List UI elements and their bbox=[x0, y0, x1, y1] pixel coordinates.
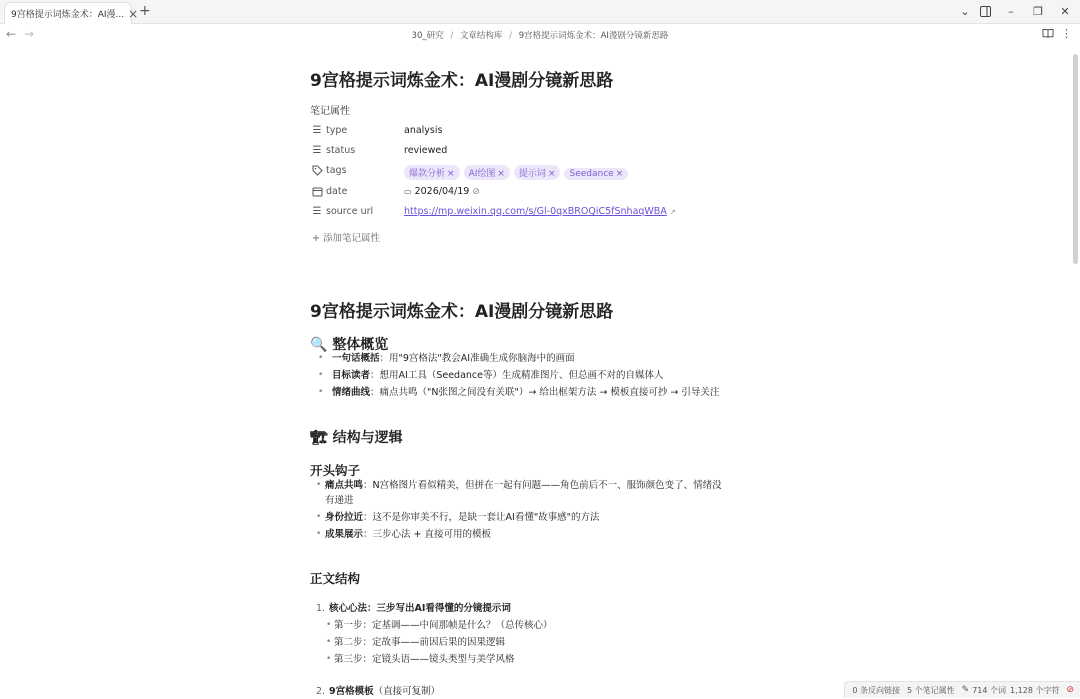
tag-pill[interactable] bbox=[514, 165, 561, 180]
tag-pill[interactable] bbox=[404, 165, 460, 180]
item-label: 成果展示 bbox=[325, 529, 364, 540]
sidebar-toggle-icon[interactable] bbox=[972, 0, 998, 22]
item-label: 一句话概括 bbox=[332, 353, 380, 364]
add-property-label: 添加笔记属性 bbox=[323, 233, 381, 244]
item-text: 第一步：定基调——中间那帧是什么？（总传核心） bbox=[334, 620, 553, 631]
tag-label: 爆款分析 bbox=[409, 169, 446, 179]
bullet-icon: • bbox=[316, 480, 322, 490]
property-value[interactable] bbox=[404, 186, 480, 197]
close-icon[interactable]: × bbox=[128, 6, 139, 21]
chevron-down-icon[interactable]: ⌄ bbox=[960, 4, 970, 18]
item-text: ：用"9宫格法"教会AI准确生成你脑海中的画面 bbox=[379, 353, 575, 364]
heading-structure[interactable] bbox=[310, 427, 403, 447]
item-text: ：这不是你审美不行，是缺一套让AI看懂"故事感"的方法 bbox=[363, 512, 600, 523]
text-lines-icon: ☰ bbox=[312, 145, 322, 156]
plus-icon: + bbox=[312, 233, 320, 244]
title-bar bbox=[0, 0, 1080, 24]
bullet-icon: • bbox=[318, 353, 324, 363]
property-date[interactable] bbox=[310, 185, 770, 201]
tab-label: 9宫格提示词炼金术：AI漫... bbox=[11, 10, 125, 20]
tag-label: 提示词 bbox=[518, 169, 546, 179]
bullet-icon: • bbox=[326, 620, 332, 630]
new-tab-icon[interactable]: + bbox=[139, 3, 151, 19]
property-key: type bbox=[326, 125, 348, 136]
list-item[interactable] bbox=[326, 652, 764, 667]
list-number: 1. bbox=[316, 603, 326, 614]
list-item[interactable] bbox=[318, 368, 772, 383]
tag-remove-icon[interactable]: × bbox=[447, 169, 455, 179]
property-value[interactable]: reviewed bbox=[404, 145, 448, 156]
bullet-icon: • bbox=[326, 654, 332, 664]
item-label: 核心心法：三步写出AI看得懂的分镜提示词 bbox=[329, 603, 511, 614]
breadcrumb-item-library[interactable]: 文章结构库 bbox=[459, 31, 503, 41]
list-item[interactable] bbox=[318, 385, 772, 400]
note-title[interactable]: 9宫格提示词炼金术：AI漫剧分镜新思路 bbox=[310, 71, 614, 91]
tag-label: AI绘图 bbox=[468, 169, 496, 179]
tab-active[interactable] bbox=[4, 2, 139, 24]
word-count: 714 个词 bbox=[972, 685, 1006, 695]
bullet-icon: • bbox=[316, 512, 322, 522]
heading-body[interactable]: 正文结构 bbox=[310, 571, 361, 586]
item-label: 目标读者 bbox=[332, 370, 371, 381]
item-text: ：痛点共鸣（"N张图之间没有关联"）→ 给出框架方法 → 模板直接可抄 → 引导关注 bbox=[370, 387, 720, 398]
heading-hook[interactable]: 开头钩子 bbox=[310, 463, 361, 478]
property-key: source url bbox=[326, 206, 374, 217]
tag-remove-icon[interactable]: × bbox=[547, 169, 556, 179]
bullet-icon: • bbox=[326, 637, 332, 647]
property-source-url[interactable] bbox=[310, 205, 770, 221]
property-value[interactable] bbox=[404, 206, 676, 217]
list-item[interactable] bbox=[326, 635, 764, 650]
property-key: tags bbox=[326, 165, 347, 176]
property-type[interactable] bbox=[310, 124, 770, 140]
tag-label: Seedance bbox=[569, 169, 614, 179]
property-tags[interactable] bbox=[310, 164, 770, 180]
sync-status-icon[interactable]: ⊘ bbox=[1066, 685, 1074, 695]
char-count: 1,128 个字符 bbox=[1010, 685, 1060, 695]
tag-pill[interactable] bbox=[564, 168, 628, 180]
breadcrumb-separator: / bbox=[450, 31, 454, 41]
tag-icon bbox=[311, 165, 323, 177]
bullet-icon: • bbox=[316, 529, 322, 539]
list-item[interactable] bbox=[318, 351, 772, 366]
scrollbar-thumb[interactable] bbox=[1073, 54, 1078, 264]
backlinks-count[interactable]: 0 条反向链接 bbox=[852, 685, 900, 695]
tag-remove-icon[interactable]: × bbox=[615, 169, 624, 179]
item-text-continued: 有递进 bbox=[325, 495, 354, 506]
list-item[interactable] bbox=[316, 527, 770, 542]
property-value[interactable]: analysis bbox=[404, 125, 443, 136]
magnifier-emoji-icon: 🔍 bbox=[310, 337, 328, 353]
tag-pill[interactable] bbox=[464, 165, 510, 180]
ordered-item[interactable] bbox=[316, 684, 769, 699]
item-text: 第二步：定故事——前因后果的因果逻辑 bbox=[334, 637, 506, 648]
restore-icon[interactable]: ❐ bbox=[1033, 4, 1043, 18]
item-text: ：三步心法 + 直接可用的模板 bbox=[363, 529, 492, 540]
item-label: 痛点共鸣 bbox=[325, 480, 364, 491]
tag-remove-icon[interactable]: × bbox=[497, 169, 505, 179]
nav-bar bbox=[0, 24, 1080, 46]
edit-mode-icon[interactable]: ✎ bbox=[961, 685, 970, 695]
construction-emoji-icon: 🏗 bbox=[310, 430, 328, 446]
item-text: 第三步：定镜头语——镜头类型与美学风格 bbox=[334, 654, 515, 665]
calendar-icon bbox=[311, 186, 323, 198]
date-value: 2026/04/19 bbox=[414, 186, 470, 197]
text-lines-icon: ☰ bbox=[312, 125, 322, 136]
heading-text: 结构与逻辑 bbox=[332, 430, 403, 446]
item-label: 9宫格模板 bbox=[329, 686, 374, 697]
bullet-icon: • bbox=[318, 387, 324, 397]
properties-count[interactable]: 5 个笔记属性 bbox=[907, 685, 955, 695]
bullet-icon: • bbox=[318, 370, 324, 380]
breadcrumb bbox=[0, 29, 1080, 41]
forward-arrow-icon[interactable]: → bbox=[24, 27, 35, 41]
item-text: ：想用AI工具（Seedance等）生成精准图片、但总画不对的自媒体人 bbox=[370, 370, 664, 381]
breadcrumb-separator: / bbox=[509, 31, 512, 41]
add-property-button[interactable] bbox=[312, 230, 380, 244]
minimize-icon[interactable]: – bbox=[1008, 4, 1014, 18]
heading-text: 整体概览 bbox=[332, 337, 389, 353]
list-number: 2. bbox=[316, 686, 326, 697]
item-text: （直接可复制） bbox=[373, 686, 441, 697]
calendar-icon: ▭ bbox=[404, 187, 412, 196]
property-key: date bbox=[326, 186, 348, 197]
heading-1[interactable]: 9宫格提示词炼金术：AI漫剧分镜新思路 bbox=[310, 302, 614, 322]
item-label: 情绪曲线 bbox=[332, 387, 371, 398]
breadcrumb-item-research[interactable]: 30_研究 bbox=[411, 31, 444, 41]
list-item[interactable] bbox=[326, 618, 764, 633]
list-item[interactable] bbox=[316, 478, 770, 508]
external-link-icon: ↗ bbox=[669, 208, 676, 216]
status-bar bbox=[844, 681, 1080, 698]
property-status[interactable] bbox=[310, 144, 770, 160]
tag-list bbox=[404, 165, 632, 180]
text-lines-icon: ☰ bbox=[312, 206, 322, 217]
property-key: status bbox=[326, 145, 356, 156]
item-label: 身份拉近 bbox=[325, 512, 364, 523]
properties-heading[interactable]: 笔记属性 bbox=[310, 106, 350, 117]
source-url-link[interactable]: https://mp.weixin.qq.com/s/Gl-0qxBROQiC5fSnhaqWBA bbox=[404, 206, 667, 217]
list-item[interactable] bbox=[316, 510, 770, 525]
ordered-item[interactable] bbox=[316, 601, 769, 616]
breadcrumb-item-current[interactable]: 9宫格提示词炼金术：AI漫剧分镜新思路 bbox=[518, 31, 669, 41]
item-text: ：N宫格图片看似精美，但拼在一起有问题——角色前后不一、服饰颜色变了、情绪没 bbox=[363, 480, 722, 491]
back-arrow-icon[interactable]: ← bbox=[6, 27, 17, 41]
window-close-icon[interactable]: ✕ bbox=[1060, 4, 1070, 18]
more-options-icon[interactable]: ⋮ bbox=[1061, 27, 1072, 40]
link-icon[interactable]: ⊘ bbox=[472, 187, 480, 197]
reader-mode-icon[interactable] bbox=[1042, 28, 1054, 42]
